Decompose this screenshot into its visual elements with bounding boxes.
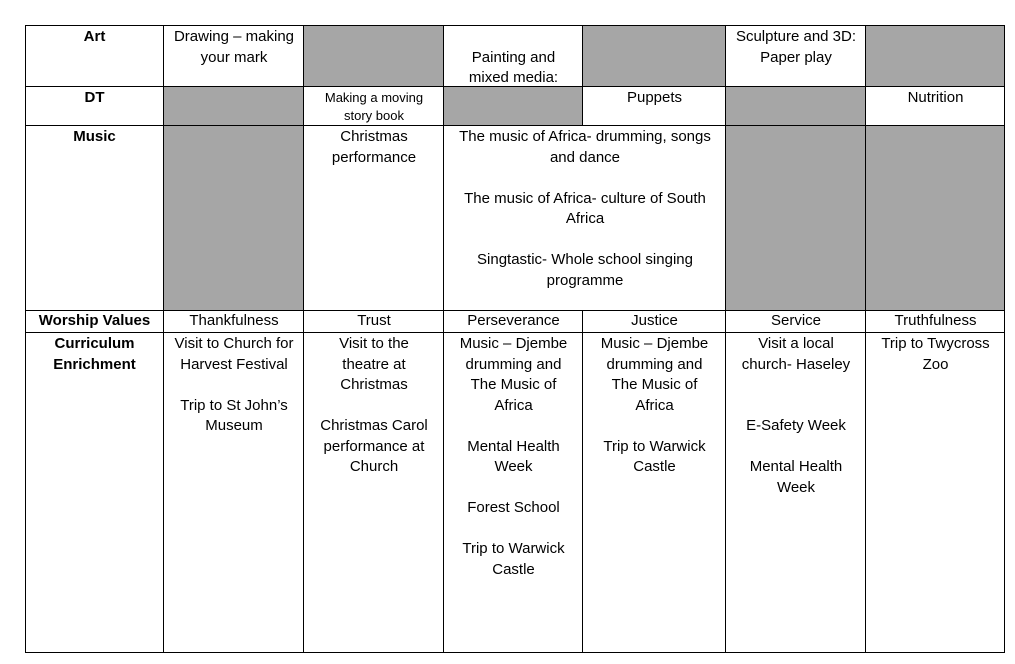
grid-line (25, 332, 1005, 333)
enrichment-cell-3: Music – Djembe drumming and The Music of Africa Mental Health Week Forest School Trip to Warwick Castle (459, 335, 568, 578)
dt-cell-1-shaded (164, 86, 304, 125)
art-cell-3-text: Painting and mixed media: (468, 48, 559, 86)
worship-value-5: Service (770, 312, 822, 329)
row-label-music: Music (73, 128, 116, 145)
dt-cell-5-shaded (726, 86, 866, 125)
grid-line (303, 25, 304, 653)
row-label-art: Art (83, 28, 106, 45)
art-cell-4-shaded (583, 25, 726, 86)
enrichment-cell-2: Visit to the theatre at Christmas Christmas Carol performance at Church (320, 335, 428, 475)
grid-line (865, 25, 866, 653)
art-cell-6-shaded (866, 25, 1005, 86)
grid-line (582, 25, 583, 125)
grid-line (582, 310, 583, 653)
music-cell-1-shaded (164, 125, 304, 310)
grid-line (25, 652, 1005, 653)
row-label-dt: DT (84, 89, 105, 106)
dt-cell-3-shaded (444, 86, 583, 125)
art-cell-3 (444, 25, 583, 86)
music-cell-3-4: The music of Africa- drumming, songs and dance The music of Africa- culture of South Africa Singtastic- Whole school singing programme (459, 128, 711, 289)
worship-value-6: Truthfulness (894, 312, 977, 329)
dt-cell-6: Nutrition (907, 89, 964, 106)
worship-value-2: Trust (357, 312, 391, 329)
enrichment-cell-4: Music – Djembe drumming and The Music of Africa Trip to Warwick Castle (600, 335, 709, 475)
worship-value-1: Thankfulness (189, 312, 279, 329)
worship-value-4: Justice (631, 312, 678, 329)
art-cell-1: Drawing – making your mark (173, 28, 295, 66)
dt-cell-2: Making a moving story book (324, 90, 424, 123)
enrichment-cell-6: Trip to Twycross Zoo (881, 335, 990, 373)
grid-line (163, 25, 164, 653)
grid-line (725, 25, 726, 653)
grid-line (25, 310, 1005, 311)
art-cell-5: Sculpture and 3D: Paper play (735, 28, 857, 66)
grid-line (443, 25, 444, 653)
grid-line (1004, 25, 1005, 653)
grid-line (25, 25, 1005, 26)
dt-cell-4: Puppets (626, 89, 683, 106)
music-cell-5-shaded (726, 125, 866, 310)
grid-line (25, 86, 1005, 87)
row-label-curriculum-enrichment: Curriculum Enrichment (53, 335, 136, 373)
art-cell-2-shaded (304, 25, 444, 86)
enrichment-cell-5: Visit a local church- Haseley E-Safety Week Mental Health Week (741, 335, 851, 496)
enrichment-cell-1: Visit to Church for Harvest Festival Trip to St John’s Museum (174, 335, 294, 434)
music-cell-6-shaded (866, 125, 1005, 310)
row-label-worship-values: Worship Values (38, 312, 151, 329)
grid-line (25, 25, 26, 653)
music-cell-2: Christmas performance (331, 128, 417, 166)
grid-line (25, 125, 1005, 126)
worship-value-3: Perseverance (467, 312, 560, 329)
